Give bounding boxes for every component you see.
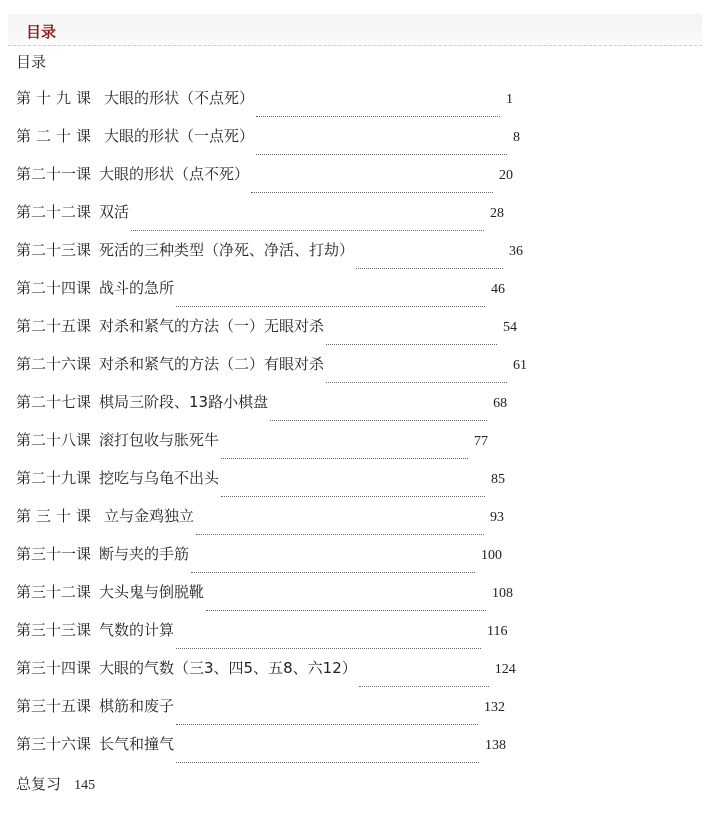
toc-entry-lesson: 第三十一课 (16, 545, 92, 563)
toc-entry-lesson: 第三十二课 (16, 583, 92, 601)
toc-dot-leader (176, 762, 479, 763)
toc-entry-page: 61 (513, 358, 528, 373)
toc-entry-lesson: 第二十三课 (16, 241, 92, 259)
toc-entry-lesson: 第二十四课 (16, 279, 92, 297)
toc-dot-leader (176, 724, 478, 725)
toc-dot-leader (359, 686, 489, 687)
toc-entry-title: 大眼的气数（三3、四5、五8、六12） (99, 659, 357, 677)
toc-entry-page: 54 (503, 320, 518, 335)
toc-entry-page: 85 (491, 472, 506, 487)
toc-entry-title: 战斗的急所 (99, 279, 175, 297)
toc-dot-leader (221, 496, 485, 497)
toc-entry-lesson: 第二十二课 (16, 203, 92, 221)
toc-entry-page: 100 (481, 548, 503, 563)
toc-dot-leader (221, 458, 468, 459)
toc-dot-leader (326, 382, 507, 383)
toc-entry-lesson: 第二十八课 (16, 431, 92, 449)
toc-dot-leader (131, 230, 484, 231)
toc-entry (16, 87, 616, 125)
toc-entry-lesson: 第三十三课 (16, 621, 92, 639)
toc-dot-leader (251, 192, 493, 193)
toc-dot-leader (196, 534, 484, 535)
toc-entry-lesson: 第二十一课 (16, 165, 92, 183)
toc-entry-title: 对杀和紧气的方法（一）无眼对杀 (99, 317, 325, 335)
toc-entry (16, 353, 616, 391)
toc-entry-lesson: 第三十四课 (16, 659, 92, 677)
toc-entry (16, 657, 616, 695)
toc-entry-title: 大眼的形状（不点死） (104, 89, 255, 107)
section-header-title: 目录 (26, 23, 57, 41)
toc-entry-title: 棋局三阶段、13路小棋盘 (99, 393, 269, 411)
toc-entry-page: 68 (493, 396, 508, 411)
toc-entry-title: 大眼的形状（点不死） (99, 165, 250, 183)
toc-entry-lesson: 第二十九课 (16, 469, 92, 487)
toc-entry-page: 28 (490, 206, 505, 221)
toc-entry-page: 20 (499, 168, 514, 183)
toc-dot-leader (270, 420, 487, 421)
toc-dot-leader (356, 268, 503, 269)
toc-dot-leader (256, 154, 507, 155)
toc-entry (16, 201, 616, 239)
toc-dot-leader (206, 610, 486, 611)
toc-entry-lesson: 第二十课 (16, 127, 97, 145)
toc-entry-page: 93 (490, 510, 505, 525)
toc-entry-title: 断与夹的手筋 (99, 545, 190, 563)
toc-dot-leader (256, 116, 500, 117)
toc-entry (16, 315, 616, 353)
table-of-contents (16, 87, 616, 771)
toc-entry-page: 132 (484, 700, 506, 715)
toc-entry (16, 163, 616, 201)
toc-entry (16, 505, 616, 543)
toc-entry (16, 619, 616, 657)
toc-entry-lesson: 第三十五课 (16, 697, 92, 715)
toc-entry-page: 46 (491, 282, 506, 297)
toc-dot-leader (176, 306, 485, 307)
toc-entry (16, 125, 616, 163)
toc-entry-page: 108 (492, 586, 514, 601)
toc-entry-lesson: 第三十六课 (16, 735, 92, 753)
toc-entry-page: 36 (509, 244, 524, 259)
toc-entry-lesson: 第二十七课 (16, 393, 92, 411)
toc-entry (16, 429, 616, 467)
section-header-bar (8, 14, 702, 46)
toc-entry-title: 棋筋和废子 (99, 697, 175, 715)
toc-entry-title: 立与金鸡独立 (104, 507, 195, 525)
toc-entry-lesson: 第十九课 (16, 89, 97, 107)
toc-review-page: 145 (74, 778, 96, 793)
toc-entry-lesson: 第二十五课 (16, 317, 92, 335)
toc-entry-title: 大眼的形状（一点死） (104, 127, 255, 145)
toc-entry (16, 581, 616, 619)
toc-review-entry (16, 773, 95, 794)
toc-entry (16, 239, 616, 277)
toc-entry-lesson: 第二十六课 (16, 355, 92, 373)
toc-review-label: 总复习 (16, 775, 62, 793)
toc-entry (16, 391, 616, 429)
toc-entry (16, 543, 616, 581)
toc-entry-page: 1 (506, 92, 514, 107)
toc-entry-page: 116 (487, 624, 508, 639)
toc-entry-title: 长气和撞气 (99, 735, 175, 753)
toc-entry (16, 733, 616, 771)
toc-entry-title: 双活 (99, 203, 130, 221)
toc-entry-title: 对杀和紧气的方法（二）有眼对杀 (99, 355, 325, 373)
toc-entry-page: 77 (474, 434, 489, 449)
toc-entry-title: 气数的计算 (99, 621, 175, 639)
toc-entry-page: 138 (485, 738, 507, 753)
toc-entry (16, 467, 616, 505)
toc-entry-page: 8 (513, 130, 521, 145)
toc-dot-leader (326, 344, 497, 345)
toc-heading: 目录 (16, 53, 47, 71)
toc-entry-page: 124 (494, 662, 516, 677)
toc-entry (16, 277, 616, 315)
toc-entry-lesson: 第三十课 (16, 507, 97, 525)
toc-entry-title: 大头鬼与倒脱靴 (99, 583, 205, 601)
toc-entry-title: 滚打包收与胀死牛 (99, 431, 220, 449)
toc-dot-leader (191, 572, 475, 573)
toc-entry-title: 死活的三种类型（净死、净活、打劫） (99, 241, 355, 259)
toc-dot-leader (176, 648, 481, 649)
toc-entry (16, 695, 616, 733)
toc-entry-title: 挖吃与乌龟不出头 (99, 469, 220, 487)
